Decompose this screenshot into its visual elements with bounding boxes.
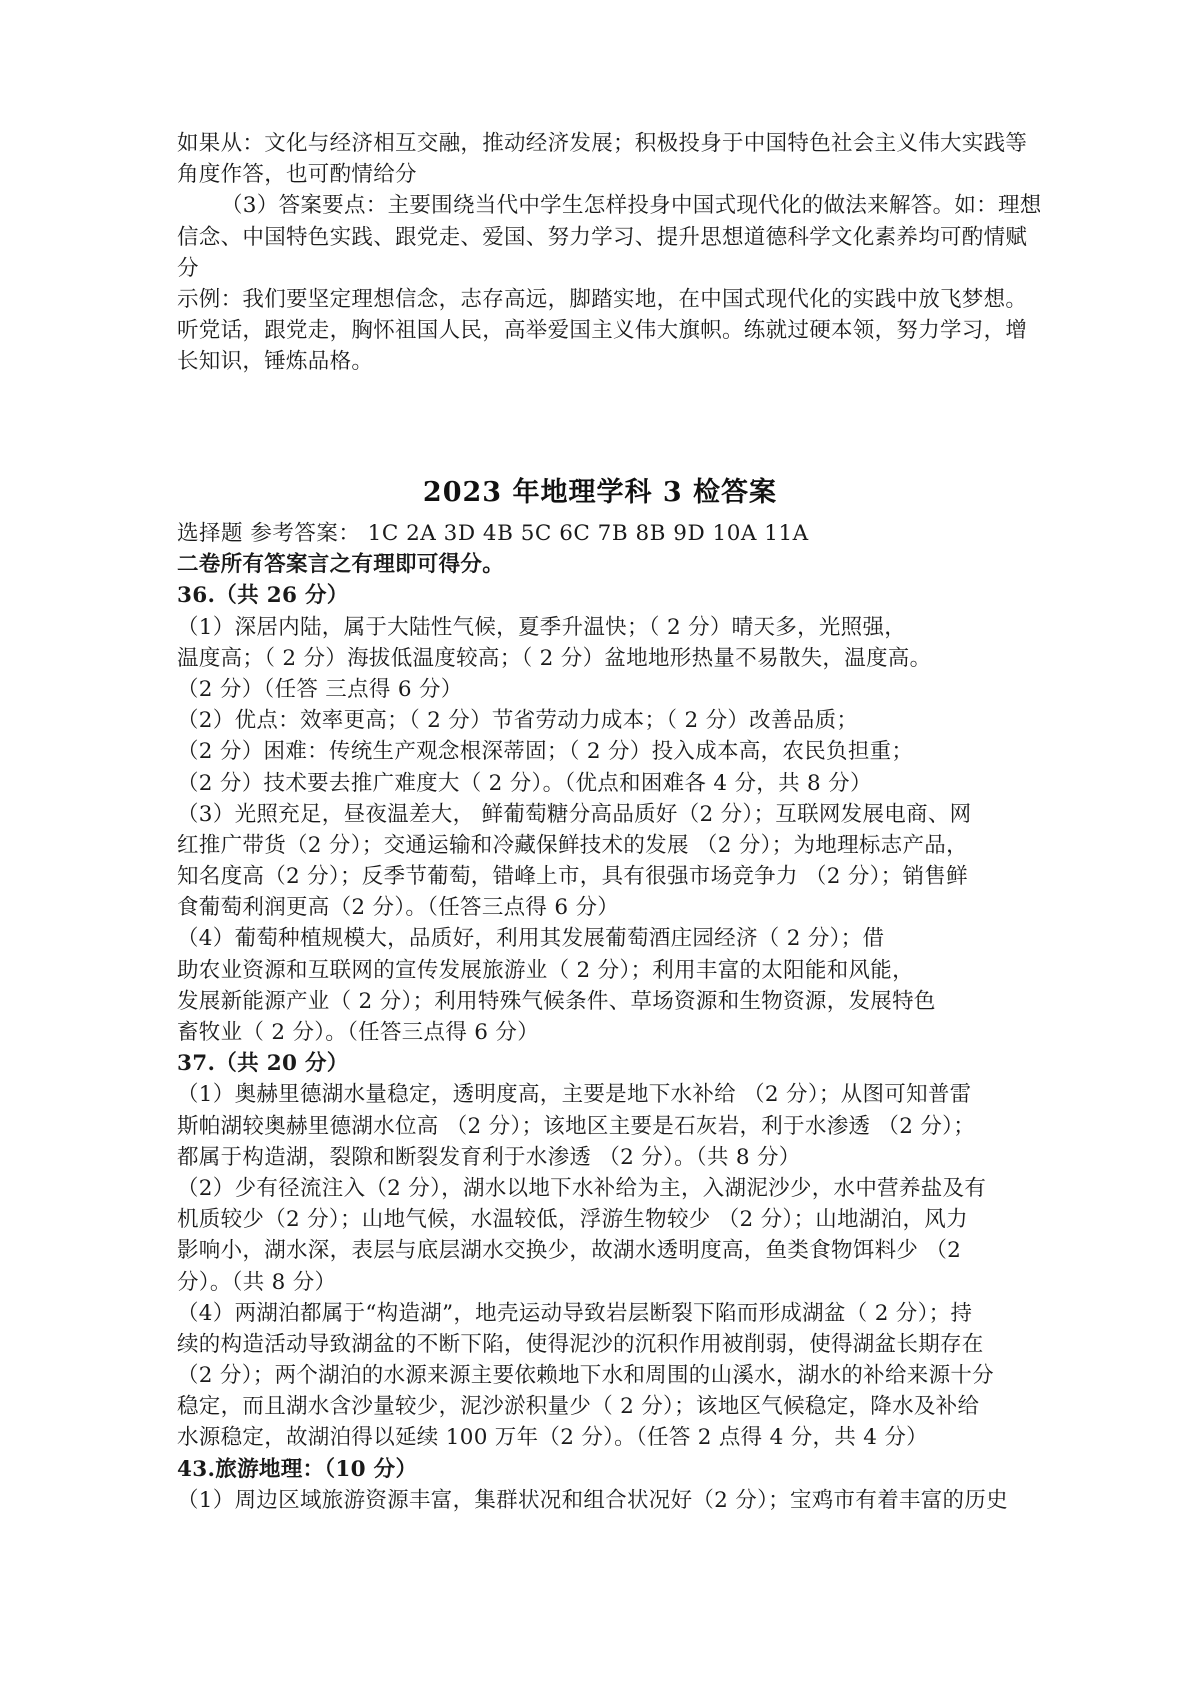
q37-line: （4）两湖泊都属于“构造湖”，地壳运动导致岩层断裂下陷而形成湖盆（ 2 分）；持	[177, 1300, 973, 1326]
q37-line: （2 分）；两个湖泊的水源来源主要依赖地下水和周围的山溪水，湖水的补给来源十分	[177, 1363, 994, 1389]
q36-line: （4）葡萄种植规模大，品质好，利用其发展葡萄酒庄园经济（ 2 分）；借	[177, 926, 885, 952]
text-line: 示例：我们要坚定理想信念，志存高远，脚踏实地，在中国式现代化的实践中放飞梦想。	[177, 286, 1028, 312]
q37-line: 稳定，而且湖水含沙量较少，泥沙淤积量少（ 2 分）；该地区气候稳定，降水及补给	[177, 1394, 980, 1420]
q37-line: 都属于构造湖，裂隙和断裂发育利于水渗透 （2 分）。（共 8 分）	[177, 1144, 801, 1170]
scoring-note: 二卷所有答案言之有理即可得分。	[177, 552, 505, 578]
text-line: 角度作答，也可酌情给分	[177, 162, 417, 188]
text-line: 分	[177, 255, 199, 281]
q36-line: 知名度高（2 分）；反季节葡萄，错峰上市，具有很强市场竞争力 （2 分）；销售鲜	[177, 864, 968, 890]
q43-line: （1）周边区域旅游资源丰富，集群状况和组合状况好（2 分）；宝鸡市有着丰富的历史	[177, 1487, 1008, 1513]
q37-line: 分）。（共 8 分）	[177, 1269, 337, 1295]
geography-answers	[177, 518, 1057, 1516]
q36-line: （2 分）技术要去推广难度大（ 2 分）。（优点和困难各 4 分，共 8 分）	[177, 770, 872, 796]
q36-line: 助农业资源和互联网的宣传发展旅游业（ 2 分）；利用丰富的太阳能和风能，	[177, 957, 914, 983]
text-line: 如果从：文化与经济相互交融，推动经济发展；积极投身于中国特色社会主义伟大实践等	[177, 131, 1028, 156]
q36-line: （1）深居内陆，属于大陆性气候，夏季升温快；（ 2 分）晴天多，光照强，	[177, 614, 907, 640]
q36-line: 温度高；（ 2 分）海拔低温度较高；（ 2 分）盆地地形热量不易散失，温度高。	[177, 645, 932, 671]
q36-line: 畜牧业（ 2 分）。（任答三点得 6 分）	[177, 1020, 539, 1045]
text-line: （3）答案要点：主要围绕当代中学生怎样投身中国式现代化的做法来解答。如：理想	[221, 193, 1042, 219]
q37-line: 影响小，湖水深，表层与底层湖水交换少，故湖水透明度高，鱼类食物饵料少 （2	[177, 1238, 962, 1264]
q37-line: （1）奥赫里德湖水量稳定，透明度高，主要是地下水补给 （2 分）；从图可知普雷	[177, 1082, 972, 1108]
top-answer-section	[177, 128, 1057, 378]
choice-answers: 选择题 参考答案： 1C 2A 3D 4B 5C 6C 7B 8B 9D 10A 11A	[177, 521, 809, 546]
q37-line: 续的构造活动导致湖盆的不断下陷，使得泥沙的沉积作用被削弱，使得湖盆长期存在	[177, 1331, 984, 1357]
q36-line: （2 分）（任答 三点得 6 分）	[177, 676, 463, 702]
page-title: 2023 年地理学科 3 检答案	[422, 477, 778, 508]
q37-line: 斯帕湖较奥赫里德湖水位高 （2 分）；该地区主要是石灰岩，利于水渗透 （2 分）；	[177, 1113, 975, 1139]
q36-line: 红推广带货（2 分）；交通运输和冷藏保鲜技术的发展 （2 分）；为地理标志产品，	[177, 832, 968, 858]
q36-line: （3）光照充足，昼夜温差大， 鲜葡萄糖分高品质好（2 分）；互联网发展电商、网	[177, 801, 972, 827]
q36-line: 食葡萄利润更高（2 分）。（任答三点得 6 分）	[177, 895, 620, 921]
q37-line: 水源稳定，故湖泊得以延续 100 万年（2 分）。（任答 2 点得 4 分，共 4 分）	[177, 1425, 928, 1451]
q43-heading: 43.旅游地理：（10 分）	[177, 1456, 418, 1482]
q36-line: （2）优点：效率更高；（ 2 分）节省劳动力成本；（ 2 分）改善品质；	[177, 708, 859, 734]
text-line: 听党话，跟党走，胸怀祖国人民，高举爱国主义伟大旗帜。练就过硬本领，努力学习，增	[177, 318, 1028, 344]
q36-line: （2 分）困难：传统生产观念根深蒂固；（ 2 分）投入成本高，农民负担重；	[177, 739, 914, 765]
q37-line: 机质较少（2 分）；山地气候，水温较低，浮游生物较少 （2 分）；山地湖泊，风力	[177, 1207, 968, 1233]
q37-line: （2）少有径流注入（2 分），湖水以地下水补给为主，入湖泥沙少，水中营养盐及有	[177, 1175, 987, 1201]
q36-line: 发展新能源产业（ 2 分）；利用特殊气候条件、草场资源和生物资源，发展特色	[177, 988, 936, 1014]
q37-heading: 37.（共 20 分）	[177, 1051, 349, 1077]
q36-heading: 36.（共 26 分）	[177, 583, 349, 609]
text-line: 信念、中国特色实践、跟党走、爱国、努力学习、提升思想道德科学文化素养均可酌情赋	[177, 224, 1028, 250]
text-line: 长知识，锤炼品格。	[177, 349, 374, 375]
